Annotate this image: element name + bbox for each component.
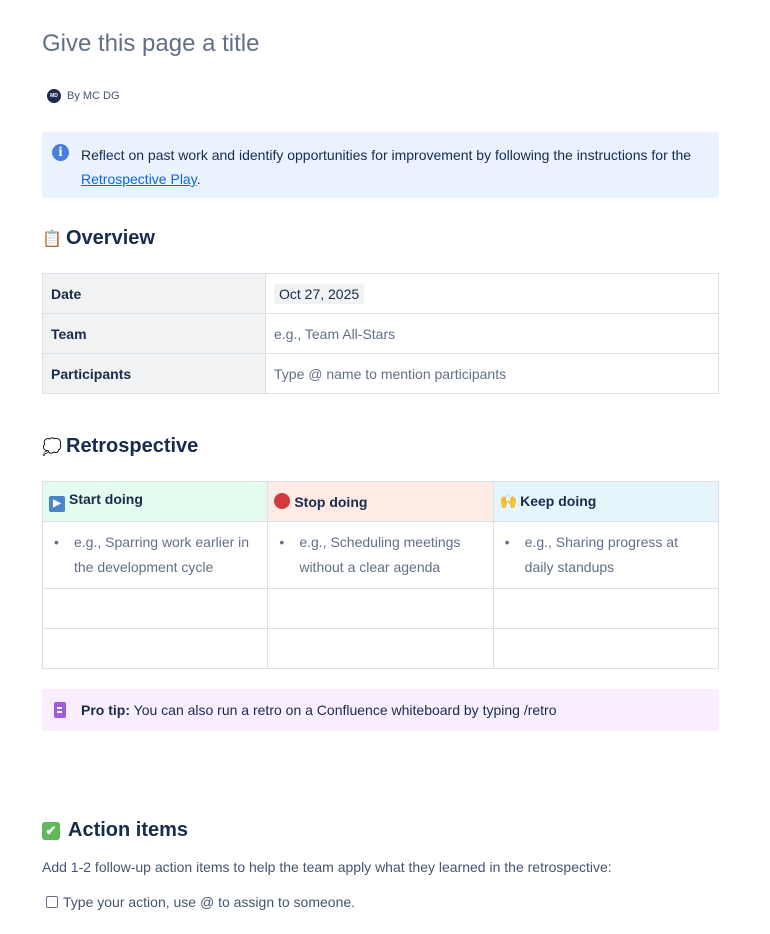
action-items-heading xyxy=(42,819,188,842)
table-row xyxy=(43,522,719,589)
table-row xyxy=(43,354,719,394)
list-item: e.g., Scheduling meetings without a clear agenda xyxy=(299,534,461,575)
table-row xyxy=(43,589,719,629)
keep-doing-header xyxy=(493,482,718,522)
info-panel xyxy=(42,132,719,198)
header-label: Stop doing xyxy=(294,494,368,510)
tip-text: You can also run a retro on a Confluence whiteboard by typing /retro xyxy=(130,702,557,718)
empty-cell[interactable] xyxy=(268,589,493,629)
info-text: Reflect on past work and identify opportunities for improvement by following the instructions for the xyxy=(81,147,692,163)
retrospective-heading xyxy=(42,435,198,458)
action-items-description: Add 1-2 follow-up action items to help the team apply what they learned in the retrospective: xyxy=(42,859,612,875)
page-title[interactable]: Give this page a title xyxy=(42,30,260,57)
date-label: Date xyxy=(43,274,266,314)
play-icon: ▶ xyxy=(49,496,65,512)
empty-cell[interactable] xyxy=(43,589,268,629)
table-row xyxy=(43,274,719,314)
team-label: Team xyxy=(43,314,266,354)
list-item: e.g., Sharing progress at daily standups xyxy=(524,534,678,575)
overview-heading-text: Overview xyxy=(66,227,155,249)
table-row xyxy=(43,314,719,354)
clipboard-icon: 📋 xyxy=(42,230,62,248)
retrospective-play-link[interactable]: Retrospective Play xyxy=(81,171,197,187)
header-label: Start doing xyxy=(69,491,143,507)
task-checkbox[interactable] xyxy=(46,896,58,908)
info-icon: i xyxy=(52,144,69,161)
action-items-heading-text: Action items xyxy=(68,819,189,841)
table-row xyxy=(43,629,719,669)
stop-doing-header xyxy=(268,482,493,522)
pro-tip-panel xyxy=(42,689,719,731)
stop-sign-icon xyxy=(274,493,290,509)
task-placeholder[interactable]: Type your action, use @ to assign to someone. xyxy=(63,894,356,910)
header-label: Keep doing xyxy=(520,493,597,509)
note-icon xyxy=(54,702,66,718)
empty-cell[interactable] xyxy=(268,629,493,669)
retrospective-table xyxy=(42,481,719,669)
empty-cell[interactable] xyxy=(493,629,718,669)
check-mark-icon: ✔ xyxy=(42,822,60,840)
start-doing-cell[interactable]: • e.g., Sparring work earlier in the development cycle xyxy=(43,522,268,589)
date-cell[interactable] xyxy=(266,274,719,314)
empty-cell[interactable] xyxy=(493,589,718,629)
avatar[interactable]: MD xyxy=(47,89,61,103)
byline-text: By MC DG xyxy=(67,90,120,102)
raised-hands-icon: 🙌 xyxy=(499,493,518,509)
team-field[interactable]: e.g., Team All-Stars xyxy=(266,314,719,354)
overview-table xyxy=(42,273,719,394)
list-item: e.g., Sparring work earlier in the development cycle xyxy=(74,534,250,575)
overview-heading xyxy=(42,227,155,250)
start-doing-header xyxy=(43,482,268,522)
stop-doing-cell[interactable]: • e.g., Scheduling meetings without a clear agenda xyxy=(268,522,493,589)
action-item-task[interactable] xyxy=(46,894,355,910)
participants-field[interactable]: Type @ name to mention participants xyxy=(266,354,719,394)
participants-label: Participants xyxy=(43,354,266,394)
thought-bubble-icon: 💭 xyxy=(42,438,62,456)
table-header-row xyxy=(43,482,719,522)
byline xyxy=(47,89,120,103)
date-chip[interactable]: Oct 27, 2025 xyxy=(274,284,364,304)
tip-label: Pro tip: xyxy=(81,702,130,718)
info-end: . xyxy=(196,171,201,187)
empty-cell[interactable] xyxy=(43,629,268,669)
keep-doing-cell[interactable]: • e.g., Sharing progress at daily standups xyxy=(493,522,718,589)
retrospective-heading-text: Retrospective xyxy=(66,435,199,457)
